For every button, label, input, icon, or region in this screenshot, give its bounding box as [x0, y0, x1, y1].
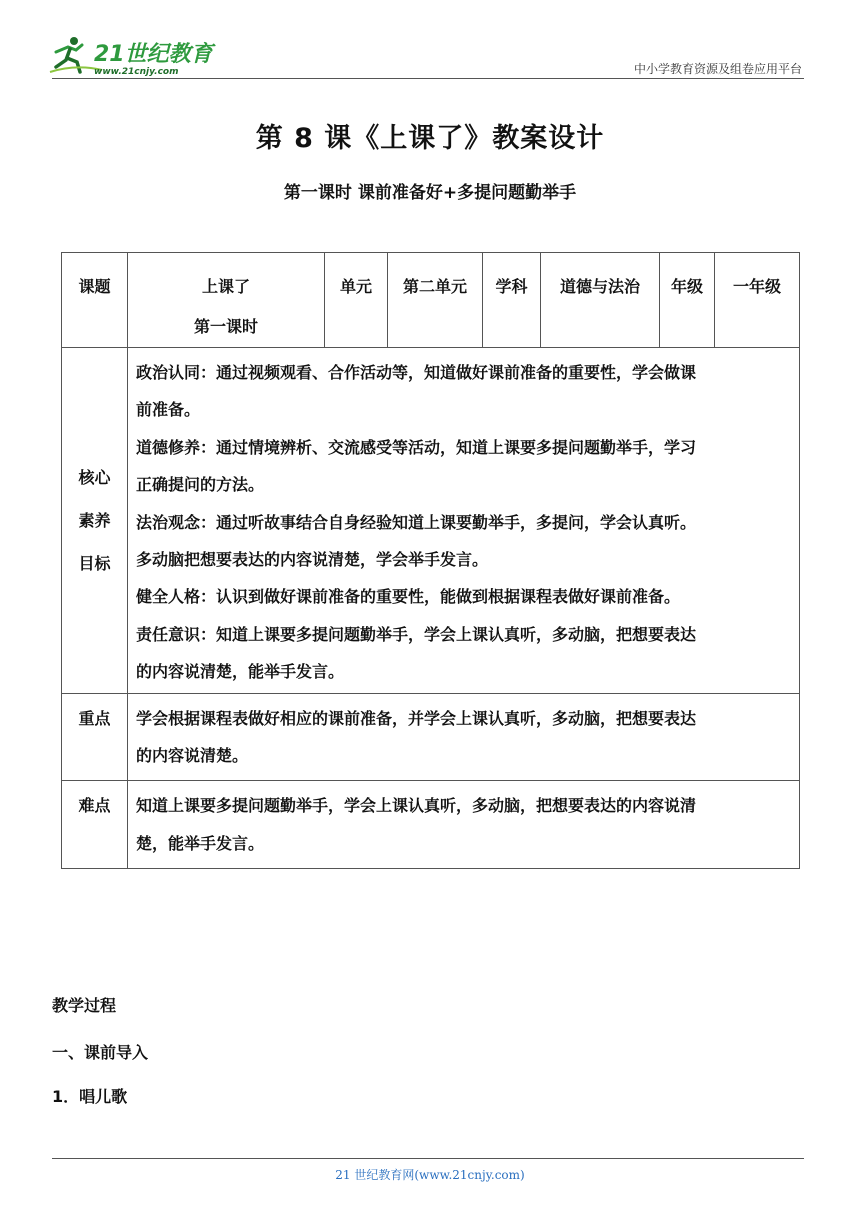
topic-label: 课题 [78, 277, 111, 296]
cell-core-content [128, 348, 800, 694]
footer-divider [52, 1158, 804, 1159]
section-pre-class-intro: 一、课前导入 [52, 1043, 149, 1062]
cell-unit-label [325, 253, 388, 348]
table-row-header [62, 253, 800, 348]
footer-link[interactable]: 21 世纪教育网(www.21cnjy.com) [335, 1168, 525, 1182]
core-line: 道德修养：通过情境辨析、交流感受等活动，知道上课要多提问题勤举手，学习 [136, 437, 697, 457]
cell-unit-value [388, 253, 483, 348]
topic-period: 第一课时 [193, 317, 258, 336]
cell-grade-value [715, 253, 800, 348]
section-teaching-process: 教学过程 [52, 996, 117, 1015]
logo-wordmark: 21世纪教育 [94, 42, 213, 67]
header-divider [52, 78, 804, 79]
topic-title: 上课了 [201, 277, 250, 296]
unit-label: 单元 [339, 277, 372, 296]
cell-topic-value [128, 253, 325, 348]
difficulty-label: 难点 [78, 796, 111, 816]
cell-key-label [62, 693, 128, 781]
key-line: 学会根据课程表做好相应的课前准备，并学会上课认真听，多动脑，把想要表达 [136, 708, 697, 728]
difficulty-line: 楚，能举手发言。 [136, 833, 265, 853]
core-label-3: 目标 [78, 553, 111, 573]
lesson-plan-table [61, 252, 800, 869]
table-row-key-points [62, 693, 800, 781]
cell-difficulty-content [128, 781, 800, 869]
grade-value: 一年级 [732, 277, 781, 296]
unit-value: 第二单元 [402, 277, 467, 296]
cell-grade-label [660, 253, 715, 348]
core-label-2: 素养 [78, 510, 111, 530]
page-title: 第 8 课《上课了》教案设计 [255, 123, 605, 154]
key-line: 的内容说清楚。 [136, 746, 249, 766]
logo-url: www.21cnjy.com [94, 67, 179, 77]
cell-key-content [128, 693, 800, 781]
core-line: 法治观念：通过听故事结合自身经验知道上课要勤举手，多提问，学会认真听。 [136, 512, 697, 532]
cell-subject-label [483, 253, 541, 348]
header-platform-text: 中小学教育资源及组卷应用平台 [633, 62, 802, 76]
core-line: 政治认同：通过视频观看、合作活动等，知道做好课前准备的重要性，学会做课 [136, 363, 697, 382]
cell-core-label [62, 348, 128, 694]
grade-label: 年级 [670, 277, 703, 296]
subject-value: 道德与法治 [559, 277, 640, 296]
core-line: 正确提问的方法。 [136, 475, 265, 495]
core-line: 健全人格：认识到做好课前准备的重要性，能做到根据课程表做好课前准备。 [136, 587, 681, 607]
subject-label: 学科 [495, 277, 528, 296]
runner-logo-icon [46, 34, 226, 78]
cell-subject-value [541, 253, 660, 348]
core-line: 多动脑把想要表达的内容说清楚，学会举手发言。 [136, 550, 489, 570]
site-logo [46, 34, 226, 78]
difficulty-line: 知道上课要多提问题勤举手，学会上课认真听，多动脑，把想要表达的内容说清 [136, 796, 697, 816]
table-row-difficulties [62, 781, 800, 869]
section-item-sing-song: 1．唱儿歌 [52, 1087, 128, 1106]
cell-topic-label [62, 253, 128, 348]
table-row-core-goals [62, 348, 800, 694]
cell-difficulty-label [62, 781, 128, 869]
page-subtitle: 第一课时 课前准备好+多提问题勤举手 [283, 183, 577, 203]
core-label-1: 核心 [78, 467, 111, 487]
key-label: 重点 [78, 708, 111, 728]
core-line: 的内容说清楚，能举手发言。 [136, 662, 345, 682]
core-line: 责任意识：知道上课要多提问题勤举手，学会上课认真听，多动脑，把想要表达 [136, 624, 697, 644]
core-line: 前准备。 [136, 400, 201, 420]
